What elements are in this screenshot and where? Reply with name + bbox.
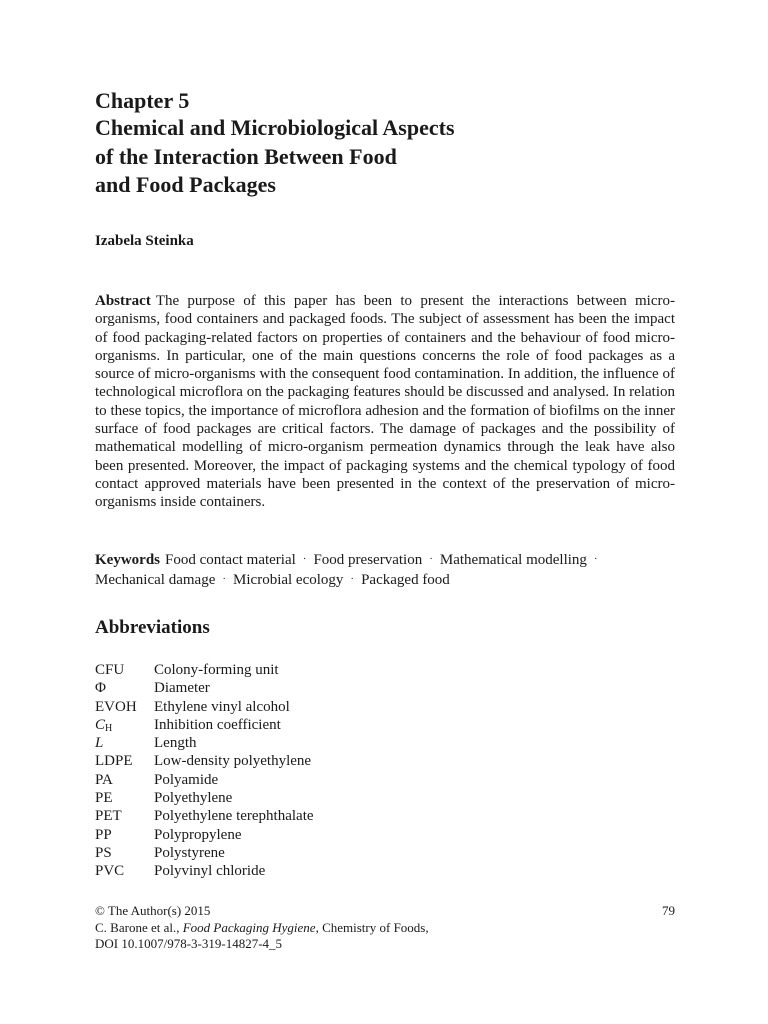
chapter-label: Chapter 5 (95, 88, 190, 113)
abbreviation-definition: Polyethylene (154, 790, 233, 807)
abbreviation-definition: Colony-forming unit (154, 662, 279, 678)
abbreviation-definition: Length (154, 735, 197, 752)
page-number: 79 (662, 903, 675, 918)
keywords-label: Keywords (95, 552, 160, 568)
abbreviation-term: Φ (95, 680, 106, 697)
abbreviation-row (95, 716, 495, 734)
abbreviation-row (95, 734, 495, 752)
abbreviation-term (95, 716, 154, 734)
abbreviation-row (95, 698, 495, 716)
keyword-item: Packaged food (361, 571, 450, 588)
citation-series: , Chemistry of Foods, (315, 919, 429, 935)
abbreviation-term: PE (95, 790, 113, 807)
abbreviation-term-symbol: L (95, 735, 104, 752)
author-name: Izabela Steinka (95, 233, 194, 249)
chapter-title-line: of the Interaction Between Food (95, 143, 397, 169)
keyword-item: Food contact material (165, 552, 296, 568)
abbreviation-term: CFU (95, 662, 125, 678)
keyword-separator: · (593, 553, 598, 565)
keyword-separator: · (429, 553, 433, 565)
abbreviation-term: PS (95, 844, 112, 861)
citation-authors: C. Barone et al., (95, 919, 183, 935)
abbreviation-definition: Polyethylene terephthalate (154, 808, 314, 825)
abbreviation-row (95, 807, 495, 825)
keyword-item: Microbial ecology (233, 571, 344, 588)
keyword-item: Mathematical modelling (439, 552, 587, 568)
abbreviation-definition: Polypropylene (154, 826, 242, 843)
paper-page (95, 0, 675, 1024)
abbreviation-row (95, 862, 495, 880)
abbreviation-term: EVOH (95, 698, 137, 715)
abbreviation-definition: Polystyrene (154, 844, 225, 861)
abbreviation-row (95, 826, 495, 844)
abbreviation-term: PVC (95, 863, 125, 880)
keyword-separator: · (350, 572, 355, 585)
keyword-item: Mechanical damage (95, 571, 216, 588)
citation-line (95, 920, 675, 937)
abbreviation-term: PP (95, 826, 112, 843)
abbreviation-definition: Low-density polyethylene (154, 753, 312, 770)
abbreviation-definition: Ethylene vinyl alcohol (154, 698, 290, 715)
abbreviation-row (95, 844, 495, 862)
abbreviation-definition: Inhibition coefficient (154, 716, 281, 733)
abbreviation-term: LDPE (95, 753, 133, 770)
abbreviations-heading: Abbreviations (95, 617, 210, 638)
abbreviation-row (95, 771, 495, 789)
page-footer (95, 903, 675, 953)
chapter-title-line: Chemical and Microbiological Aspects (95, 115, 455, 140)
copyright-notice: © The Author(s) 2015 (95, 903, 211, 918)
abbreviation-term: PET (95, 808, 122, 825)
citation-book-title: Food Packaging Hygiene (182, 919, 316, 935)
keyword-item: Food preservation (313, 552, 423, 568)
abbreviation-term: PA (95, 771, 113, 788)
abbreviations-list (95, 661, 495, 881)
abbreviation-definition: Diameter (154, 680, 210, 697)
abbreviation-term (95, 734, 154, 752)
chapter-title-line: and Food Packages (95, 172, 276, 197)
doi-line: DOI 10.1007/978-3-319-14827-4_5 (95, 936, 283, 951)
abstract-label: Abstract (95, 293, 151, 309)
abbreviation-row (95, 752, 495, 770)
abbreviation-definition: Polyamide (154, 771, 219, 788)
abbreviation-row (95, 661, 495, 679)
abstract-text: The purpose of this paper has been to present the interactions between micro-organisms, food containers and packaged foods. The subject of assessment has been the impact of food packaging-related factors on properties of containers and the behaviour of food micro-organisms. In particular, one of the main questions concerns the role of food packages as a source of micro-organisms with the consequent food contamination. In addition, the influence of technological microflora on the packaging features should be discussed and analysed. In relation to these topics, the importance of microflora adhesion and the formation of biofilms on the inner surface of food packages are critical factors. The damage of packages and the possibility of mathematical modelling of micro-organism permeation dynamics through the leak have also been presented. Moreover, the impact of packaging systems and the chemical typology of food contact approved materials have been presented in the context of the preservation of micro-organisms inside containers. (95, 293, 675, 511)
keyword-separator: · (302, 553, 307, 565)
abbreviation-definition: Polyvinyl chloride (154, 863, 266, 880)
abbreviation-term-subscript: H (105, 722, 113, 734)
abbreviation-term-symbol: C (95, 716, 106, 733)
abstract-block (95, 292, 675, 512)
keywords-block (95, 550, 675, 589)
abbreviation-row (95, 679, 495, 697)
chapter-title (95, 114, 655, 200)
abbreviation-row (95, 789, 495, 807)
keyword-separator: · (222, 572, 227, 585)
